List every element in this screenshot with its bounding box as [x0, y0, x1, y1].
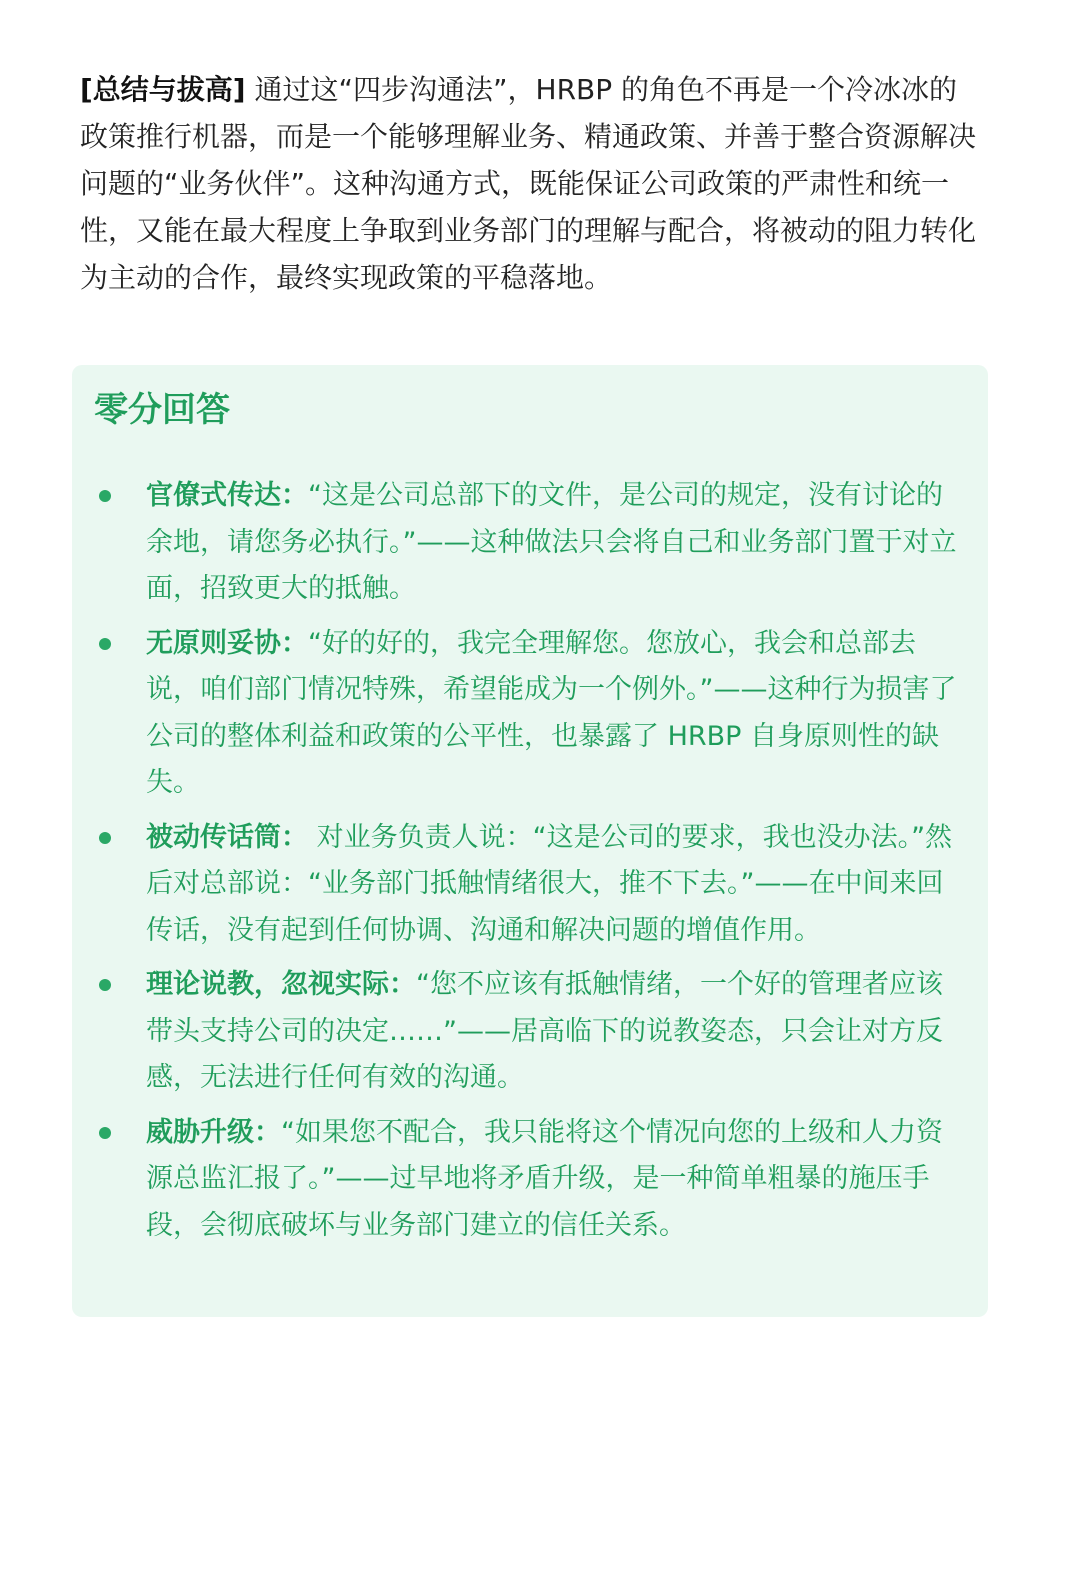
- bullet-dot-icon: [99, 979, 111, 991]
- summary-lead: [总结与拔高]: [80, 73, 246, 106]
- item-term: 理论说教，忽视实际：: [146, 969, 416, 1000]
- item-term: 官僚式传达：: [146, 480, 308, 511]
- zero-score-list: [72, 473, 988, 1257]
- list-item: [72, 473, 988, 613]
- card-title: 零分回答: [94, 390, 230, 430]
- list-item: [72, 962, 988, 1102]
- summary-paragraph: [80, 66, 980, 301]
- summary-text: 通过这“四步沟通法”，HRBP 的角色不再是一个冷冰冰的政策推行机器，而是一个能够理解业务、精通政策、并善于整合资源解决问题的“业务伙伴”。这种沟通方式，既能保证公司政策的严肃性和统一性，又能在最大程度上争取到业务部门的理解与配合，将被动的阻力转化为主动的合作，最终实现政策的平稳落地。: [80, 73, 977, 294]
- item-text: “如果您不配合，我只能将这个情况向您的上级和人力资源总监汇报了。”——过早地将矛盾升级，是一种简单粗暴的施压手段，会彻底破坏与业务部门建立的信任关系。: [146, 1116, 943, 1241]
- item-text: “这是公司总部下的文件，是公司的规定，没有讨论的余地，请您务必执行。”——这种做法只会将自己和业务部门置于对立面，招致更大的抵触。: [146, 480, 957, 604]
- zero-score-card: [72, 365, 988, 1317]
- bullet-dot-icon: [99, 638, 111, 650]
- list-item: [72, 621, 988, 807]
- bullet-dot-icon: [99, 1127, 111, 1139]
- list-item: [72, 1110, 988, 1250]
- item-term: 威胁升级：: [146, 1116, 281, 1148]
- item-text: 对业务负责人说：“这是公司的要求，我也没办法。”然后对总部说：“业务部门抵触情绪很大，推不下去。”——在中间来回传话，没有起到任何协调、沟通和解决问题的增值作用。: [146, 821, 953, 946]
- item-term: 被动传话筒：: [146, 821, 308, 853]
- bullet-dot-icon: [99, 490, 111, 502]
- item-term: 无原则妥协：: [146, 627, 308, 659]
- bullet-dot-icon: [99, 832, 111, 844]
- item-text: “好的好的，我完全理解您。您放心，我会和总部去说，咱们部门情况特殊，希望能成为一个例外。”——这种行为损害了公司的整体利益和政策的公平性，也暴露了 HRBP 自身原则性的缺失。: [146, 627, 957, 798]
- list-item: [72, 815, 988, 955]
- item-text: “您不应该有抵触情绪，一个好的管理者应该带头支持公司的决定……”——居高临下的说教姿态，只会让对方反感，无法进行任何有效的沟通。: [146, 969, 943, 1093]
